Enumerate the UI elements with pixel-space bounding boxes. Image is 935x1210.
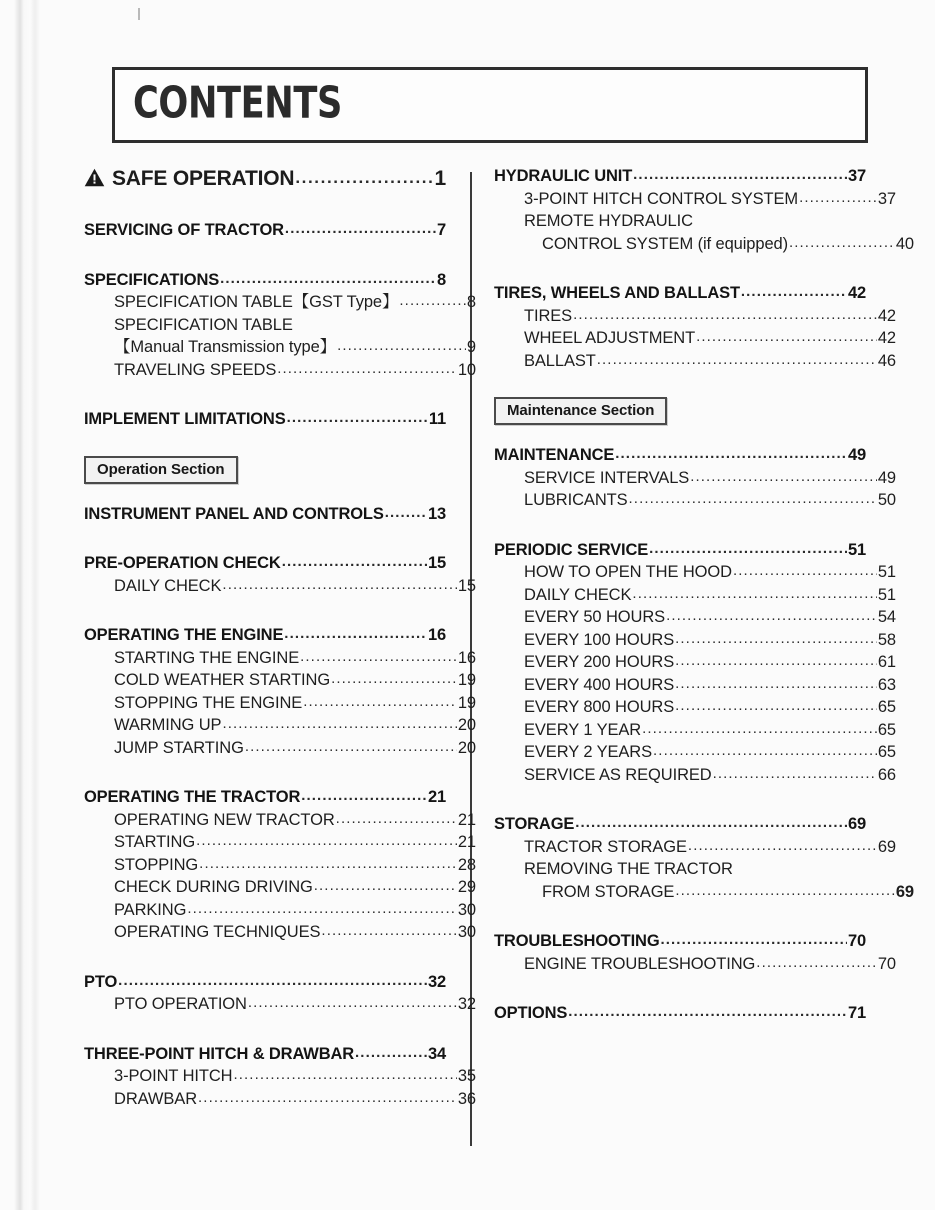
toc-entry-label: REMOVING THE TRACTOR xyxy=(524,860,733,878)
toc-entry-every-400-hours[interactable] xyxy=(494,677,896,694)
toc-dot-leader xyxy=(573,306,877,323)
toc-entry-specification-tablegst-type[interactable] xyxy=(84,294,476,311)
toc-entry-label: PERIODIC SERVICE xyxy=(494,540,649,559)
toc-entry-maintenance[interactable] xyxy=(494,447,866,464)
toc-page-number: 15 xyxy=(427,554,446,572)
toc-page-number: 46 xyxy=(877,351,896,370)
toc-entry-label: PRE-OPERATION CHECK xyxy=(84,554,281,572)
toc-entry-operating-the-engine[interactable] xyxy=(84,627,446,644)
toc-entry-label: TROUBLESHOOTING xyxy=(494,932,660,950)
toc-entry-3-point-hitch[interactable] xyxy=(84,1068,476,1085)
toc-dot-leader xyxy=(675,697,877,714)
toc-spacer xyxy=(84,600,446,627)
toc-entry-starting[interactable] xyxy=(84,834,476,851)
toc-entry-how-to-open-the-hood[interactable] xyxy=(494,564,896,581)
toc-page-number: 28 xyxy=(457,855,476,874)
toc-entry-daily-check[interactable] xyxy=(494,587,896,604)
toc-page-number: 20 xyxy=(457,716,476,734)
toc-dot-leader xyxy=(303,693,457,710)
toc-page-number: 21 xyxy=(457,833,476,851)
scan-edge-artifact-secondary xyxy=(30,0,40,1210)
section-tag-wrapper xyxy=(494,397,866,425)
toc-entry-ballast[interactable] xyxy=(494,353,896,370)
toc-entry-wheel-adjustment[interactable] xyxy=(494,330,896,347)
toc-entry-label: IMPLEMENT LIMITATIONS xyxy=(84,410,286,428)
toc-entry-continuation-removing-the-tractor xyxy=(494,861,866,878)
toc-entry-label: REMOTE HYDRAULIC xyxy=(524,212,693,230)
toc-entry-label: EVERY 50 HOURS xyxy=(524,608,666,626)
toc-entry-3-point-hitch-control-system[interactable] xyxy=(494,191,896,208)
toc-entry-label: TRAVELING SPEEDS xyxy=(114,360,277,379)
toc-dot-leader xyxy=(196,832,457,849)
toc-entry-label: BALLAST xyxy=(524,351,596,370)
toc-entry-label: TIRES xyxy=(524,306,573,325)
toc-entry-every-50-hours[interactable] xyxy=(494,609,896,626)
toc-entry-label: DAILY CHECK xyxy=(524,585,632,604)
toc-entry-label: THREE-POINT HITCH & DRAWBAR xyxy=(84,1044,355,1063)
toc-entry-troubleshooting[interactable] xyxy=(494,933,866,950)
toc-entry-manual-transmission-type[interactable] xyxy=(84,339,476,356)
toc-dot-leader xyxy=(321,922,456,939)
toc-spacer xyxy=(494,789,866,816)
toc-entry-operating-the-tractor[interactable] xyxy=(84,789,446,806)
toc-dot-leader xyxy=(615,445,847,462)
toc-dot-leader xyxy=(385,504,427,521)
toc-entry-label: 【Manual Transmission type】 xyxy=(114,338,337,356)
toc-dot-leader xyxy=(287,409,428,426)
toc-dot-leader xyxy=(118,972,427,989)
toc-page-number: 16 xyxy=(457,648,476,667)
toc-page-number: 70 xyxy=(877,954,896,973)
toc-entry-label: SERVICING OF TRACTOR xyxy=(84,221,284,239)
toc-entry-jump-starting[interactable] xyxy=(84,740,476,757)
toc-entry-stopping[interactable] xyxy=(84,857,476,874)
toc-dot-leader xyxy=(675,675,877,692)
toc-dot-leader xyxy=(642,720,877,737)
toc-page-number: 34 xyxy=(427,1044,446,1063)
toc-page-number: 70 xyxy=(847,932,866,950)
toc-entry-parking[interactable] xyxy=(84,902,476,919)
toc-entry-label: DRAWBAR xyxy=(114,1089,198,1108)
toc-page-number: 40 xyxy=(895,234,914,253)
toc-entry-label: DAILY CHECK xyxy=(114,576,222,595)
toc-page-number: 36 xyxy=(457,1089,476,1108)
toc-page-number: 63 xyxy=(877,675,896,694)
toc-dot-leader xyxy=(713,765,877,782)
toc-entry-service-as-required[interactable] xyxy=(494,767,896,784)
toc-entry-label: STARTING THE ENGINE xyxy=(114,648,300,667)
toc-dot-leader xyxy=(675,630,877,647)
toc-entry-every-200-hours[interactable] xyxy=(494,654,896,671)
toc-page-number: 69 xyxy=(847,815,866,833)
toc-dot-leader xyxy=(675,882,895,899)
toc-entry-label: OPERATING THE ENGINE xyxy=(84,626,284,644)
toc-dot-leader xyxy=(789,234,895,251)
toc-dot-leader xyxy=(799,189,877,206)
toc-entry-label: STARTING xyxy=(114,833,196,851)
toc-dot-leader xyxy=(285,220,436,237)
toc-entry-control-system-if-equipped[interactable] xyxy=(494,236,914,253)
toc-page-number: 30 xyxy=(457,900,476,919)
toc-dot-leader xyxy=(649,540,847,557)
toc-entry-label: HOW TO OPEN THE HOOD xyxy=(524,563,732,581)
toc-page-number: 51 xyxy=(847,540,866,559)
toc-spacer xyxy=(84,947,446,974)
toc-entry-label: STOPPING xyxy=(114,855,199,874)
toc-spacer xyxy=(494,425,866,447)
toc-dot-leader xyxy=(187,900,457,917)
toc-dot-leader xyxy=(597,351,877,368)
toc-entry-three-point-hitch-drawbar[interactable] xyxy=(84,1046,446,1063)
toc-dot-leader xyxy=(666,607,877,624)
toc-entry-pre-operation-check[interactable] xyxy=(84,555,446,572)
toc-dot-leader xyxy=(248,994,457,1011)
toc-line-spacer xyxy=(494,1022,866,1028)
toc-entry-continuation-specification-table xyxy=(84,317,446,334)
toc-entry-lubricants[interactable] xyxy=(494,492,896,509)
toc-page-number: 37 xyxy=(877,189,896,208)
toc-dot-leader xyxy=(661,931,847,948)
toc-dot-leader xyxy=(568,1003,847,1020)
toc-entry-every-2-years[interactable] xyxy=(494,744,896,761)
toc-page-number: 7 xyxy=(436,221,446,239)
toc-dot-leader xyxy=(331,670,457,687)
toc-page-number: 32 xyxy=(457,995,476,1013)
toc-page-number: 49 xyxy=(847,446,866,464)
toc-entry-label: OPTIONS xyxy=(494,1004,568,1022)
toc-entry-label: EVERY 100 HOURS xyxy=(524,630,675,649)
toc-page-number: 21 xyxy=(457,810,476,829)
toc-dot-leader xyxy=(633,166,847,183)
toc-entry-label: EVERY 400 HOURS xyxy=(524,675,675,694)
toc-entry-label: EVERY 1 YEAR xyxy=(524,720,642,739)
toc-entry-servicing-of-tractor[interactable] xyxy=(84,222,446,239)
toc-entry-label: SPECIFICATIONS xyxy=(84,270,220,289)
toc-spacer xyxy=(84,195,446,222)
toc-entry-label: OPERATING THE TRACTOR xyxy=(84,788,301,806)
toc-entry-label xyxy=(84,168,294,189)
toc-entry-label: CONTROL SYSTEM (if equipped) xyxy=(542,234,788,253)
toc-dot-leader xyxy=(301,787,427,804)
toc-entry-label: STORAGE xyxy=(494,815,575,833)
toc-entry-options[interactable] xyxy=(494,1005,866,1022)
toc-entry-label: SERVICE AS REQUIRED xyxy=(524,765,712,784)
toc-spacer xyxy=(494,978,866,1005)
toc-entry-pto[interactable] xyxy=(84,974,446,991)
toc-entry-traveling-speeds[interactable] xyxy=(84,362,476,379)
toc-entry-label: TIRES, WHEELS AND BALLAST xyxy=(494,284,740,302)
toc-page-number: 30 xyxy=(457,923,476,941)
toc-entry-tires-wheels-and-ballast[interactable] xyxy=(494,285,866,302)
toc-entry-label: JUMP STARTING xyxy=(114,738,244,757)
toc-spacer xyxy=(494,375,866,397)
toc-page-number: 8 xyxy=(436,270,446,289)
toc-page-number: 42 xyxy=(877,306,896,325)
toc-page-number: 1 xyxy=(434,167,446,190)
toc-entry-label: WHEEL ADJUSTMENT xyxy=(524,329,696,347)
toc-page-number: 29 xyxy=(457,878,476,896)
toc-dot-leader xyxy=(399,292,466,309)
toc-page-number: 21 xyxy=(427,788,446,806)
toc-entry-safe-operation[interactable] xyxy=(84,168,446,189)
toc-dot-leader xyxy=(199,855,457,872)
toc-page-number: 51 xyxy=(877,563,896,581)
toc-spacer xyxy=(84,384,446,411)
toc-entry-label: SERVICE INTERVALS xyxy=(524,468,690,487)
toc-entry-tractor-storage[interactable] xyxy=(494,839,896,856)
toc-entry-implement-limitations[interactable] xyxy=(84,411,446,428)
toc-spacer xyxy=(494,258,866,285)
toc-entry-every-1-year[interactable] xyxy=(494,722,896,739)
toc-entry-engine-troubleshooting[interactable] xyxy=(494,956,896,973)
toc-page-number: 32 xyxy=(427,972,446,991)
toc-dot-leader xyxy=(220,270,436,287)
toc-line-spacer xyxy=(84,1107,446,1113)
toc-dot-leader xyxy=(295,166,433,187)
toc-page-number: 71 xyxy=(847,1004,866,1022)
toc-page-number: 50 xyxy=(877,491,896,509)
toc-dot-leader xyxy=(696,328,877,345)
toc-page-number: 19 xyxy=(457,671,476,689)
section-tag-operation-section[interactable]: Operation Section xyxy=(84,456,238,484)
toc-page-number: 51 xyxy=(877,585,896,604)
toc-entry-service-intervals[interactable] xyxy=(494,470,896,487)
toc-dot-leader xyxy=(222,715,456,732)
toc-entry-operating-new-tractor[interactable] xyxy=(84,812,476,829)
toc-page-number: 69 xyxy=(877,837,896,856)
toc-entry-drawbar[interactable] xyxy=(84,1091,476,1108)
toc-dot-leader xyxy=(284,625,427,642)
toc-entry-label: EVERY 800 HOURS xyxy=(524,698,675,716)
toc-column-right xyxy=(494,167,914,1028)
toc-page-number: 9 xyxy=(466,338,476,356)
toc-entry-every-100-hours[interactable] xyxy=(494,632,896,649)
toc-spacer xyxy=(84,434,446,456)
toc-spacer xyxy=(84,484,446,506)
toc-dot-leader xyxy=(756,954,877,971)
toc-entry-label: HYDRAULIC UNIT xyxy=(494,167,633,185)
toc-page-number: 66 xyxy=(877,765,896,784)
toc-entry-label: INSTRUMENT PANEL AND CONTROLS xyxy=(84,504,384,523)
toc-page-number: 42 xyxy=(877,329,896,347)
toc-entry-every-800-hours[interactable] xyxy=(494,699,896,716)
toc-spacer xyxy=(84,528,446,555)
toc-dot-leader xyxy=(337,337,466,354)
toc-entry-continuation-remote-hydraulic xyxy=(494,213,866,230)
toc-entry-label: 3-POINT HITCH xyxy=(114,1067,233,1085)
toc-page-number: 65 xyxy=(877,743,896,761)
toc-entry-from-storage[interactable] xyxy=(494,884,914,901)
section-tag-maintenance-section[interactable]: Maintenance Section xyxy=(494,397,667,425)
toc-entry-label: OPERATING TECHNIQUES xyxy=(114,923,321,941)
toc-entry-label: STOPPING THE ENGINE xyxy=(114,693,303,712)
toc-entry-label: EVERY 200 HOURS xyxy=(524,653,675,671)
toc-dot-leader xyxy=(733,562,877,579)
page-title xyxy=(133,78,394,129)
toc-dot-leader xyxy=(355,1044,427,1061)
toc-spacer xyxy=(494,515,866,542)
toc-entry-daily-check[interactable] xyxy=(84,578,476,595)
page-title-text: CONTENTS xyxy=(133,77,342,129)
toc-page-number: 35 xyxy=(457,1067,476,1085)
toc-column-left xyxy=(84,167,476,1113)
toc-entry-label: TRACTOR STORAGE xyxy=(524,837,687,856)
toc-page-number: 16 xyxy=(427,626,446,644)
toc-dot-leader xyxy=(314,877,457,894)
toc-entry-label: SPECIFICATION TABLE【GST Type】 xyxy=(114,293,399,311)
toc-entry-starting-the-engine[interactable] xyxy=(84,650,476,667)
contents-title-box xyxy=(112,67,868,143)
toc-dot-leader xyxy=(222,576,456,593)
toc-dot-leader xyxy=(688,837,877,854)
toc-page-number: 69 xyxy=(895,882,914,901)
toc-entry-instrument-panel-and-controls[interactable] xyxy=(84,506,446,523)
toc-spacer xyxy=(84,1019,446,1046)
toc-entry-operating-techniques[interactable] xyxy=(84,924,476,941)
toc-entry-tires[interactable] xyxy=(494,308,896,325)
toc-dot-leader xyxy=(653,742,877,759)
toc-page-number: 65 xyxy=(877,698,896,716)
toc-entry-periodic-service[interactable] xyxy=(494,542,866,559)
toc-page-number: 8 xyxy=(466,293,476,311)
toc-page-number: 37 xyxy=(847,167,866,185)
toc-entry-label: PTO xyxy=(84,972,118,991)
toc-page-number: 65 xyxy=(877,720,896,739)
toc-dot-leader xyxy=(300,648,457,665)
toc-entry-label: 3-POINT HITCH CONTROL SYSTEM xyxy=(524,189,799,208)
toc-entry-label: SPECIFICATION TABLE xyxy=(114,315,293,334)
toc-dot-leader xyxy=(632,585,876,602)
toc-entry-label: PARKING xyxy=(114,900,187,919)
toc-page-number: 15 xyxy=(457,576,476,595)
toc-entry-pto-operation[interactable] xyxy=(84,996,476,1013)
toc-entry-label: ENGINE TROUBLESHOOTING xyxy=(524,954,756,973)
toc-page-number: 10 xyxy=(457,360,476,379)
toc-page-number: 58 xyxy=(877,630,896,649)
toc-entry-label: WARMING UP xyxy=(114,716,222,734)
toc-page-number: 11 xyxy=(428,410,446,428)
section-tag-wrapper xyxy=(84,456,446,484)
toc-page-number: 19 xyxy=(457,693,476,712)
toc-entry-label: EVERY 2 YEARS xyxy=(524,743,653,761)
warning-triangle-icon-label: SAFE OPERATION xyxy=(112,167,295,190)
toc-dot-leader xyxy=(234,1066,457,1083)
toc-page-number: 61 xyxy=(877,653,896,671)
toc-entry-label: MAINTENANCE xyxy=(494,446,615,464)
toc-entry-label: OPERATING NEW TRACTOR xyxy=(114,810,335,829)
toc-spacer xyxy=(494,906,866,933)
toc-dot-leader xyxy=(282,553,427,570)
toc-entry-label: PTO OPERATION xyxy=(114,995,247,1013)
toc-entry-label: FROM STORAGE xyxy=(542,882,675,901)
toc-page-number: 49 xyxy=(877,468,896,487)
toc-entry-warming-up[interactable] xyxy=(84,717,476,734)
registration-tick-mark xyxy=(138,8,140,20)
toc-entry-check-during-driving[interactable] xyxy=(84,879,476,896)
toc-dot-leader xyxy=(741,283,847,300)
toc-entry-label: CHECK DURING DRIVING xyxy=(114,878,313,896)
toc-entry-label: COLD WEATHER STARTING xyxy=(114,671,331,689)
toc-page-number: 54 xyxy=(877,608,896,626)
toc-dot-leader xyxy=(690,468,877,485)
toc-entry-stopping-the-engine[interactable] xyxy=(84,695,476,712)
toc-page-number: 20 xyxy=(457,738,476,757)
scan-edge-artifact xyxy=(14,0,30,1210)
toc-dot-leader xyxy=(198,1089,457,1106)
toc-dot-leader xyxy=(675,652,877,669)
toc-entry-specifications[interactable] xyxy=(84,272,446,289)
toc-entry-hydraulic-unit[interactable] xyxy=(494,168,866,185)
toc-dot-leader xyxy=(336,810,457,827)
toc-dot-leader xyxy=(629,490,877,507)
toc-dot-leader xyxy=(277,360,457,377)
toc-spacer xyxy=(84,245,446,272)
toc-entry-cold-weather-starting[interactable] xyxy=(84,672,476,689)
toc-entry-storage[interactable] xyxy=(494,816,866,833)
toc-page-number: 13 xyxy=(427,504,446,523)
toc-spacer xyxy=(84,762,446,789)
toc-dot-leader xyxy=(245,738,457,755)
toc-entry-label: LUBRICANTS xyxy=(524,491,628,509)
toc-dot-leader xyxy=(575,814,847,831)
toc-page-number: 42 xyxy=(847,284,866,302)
